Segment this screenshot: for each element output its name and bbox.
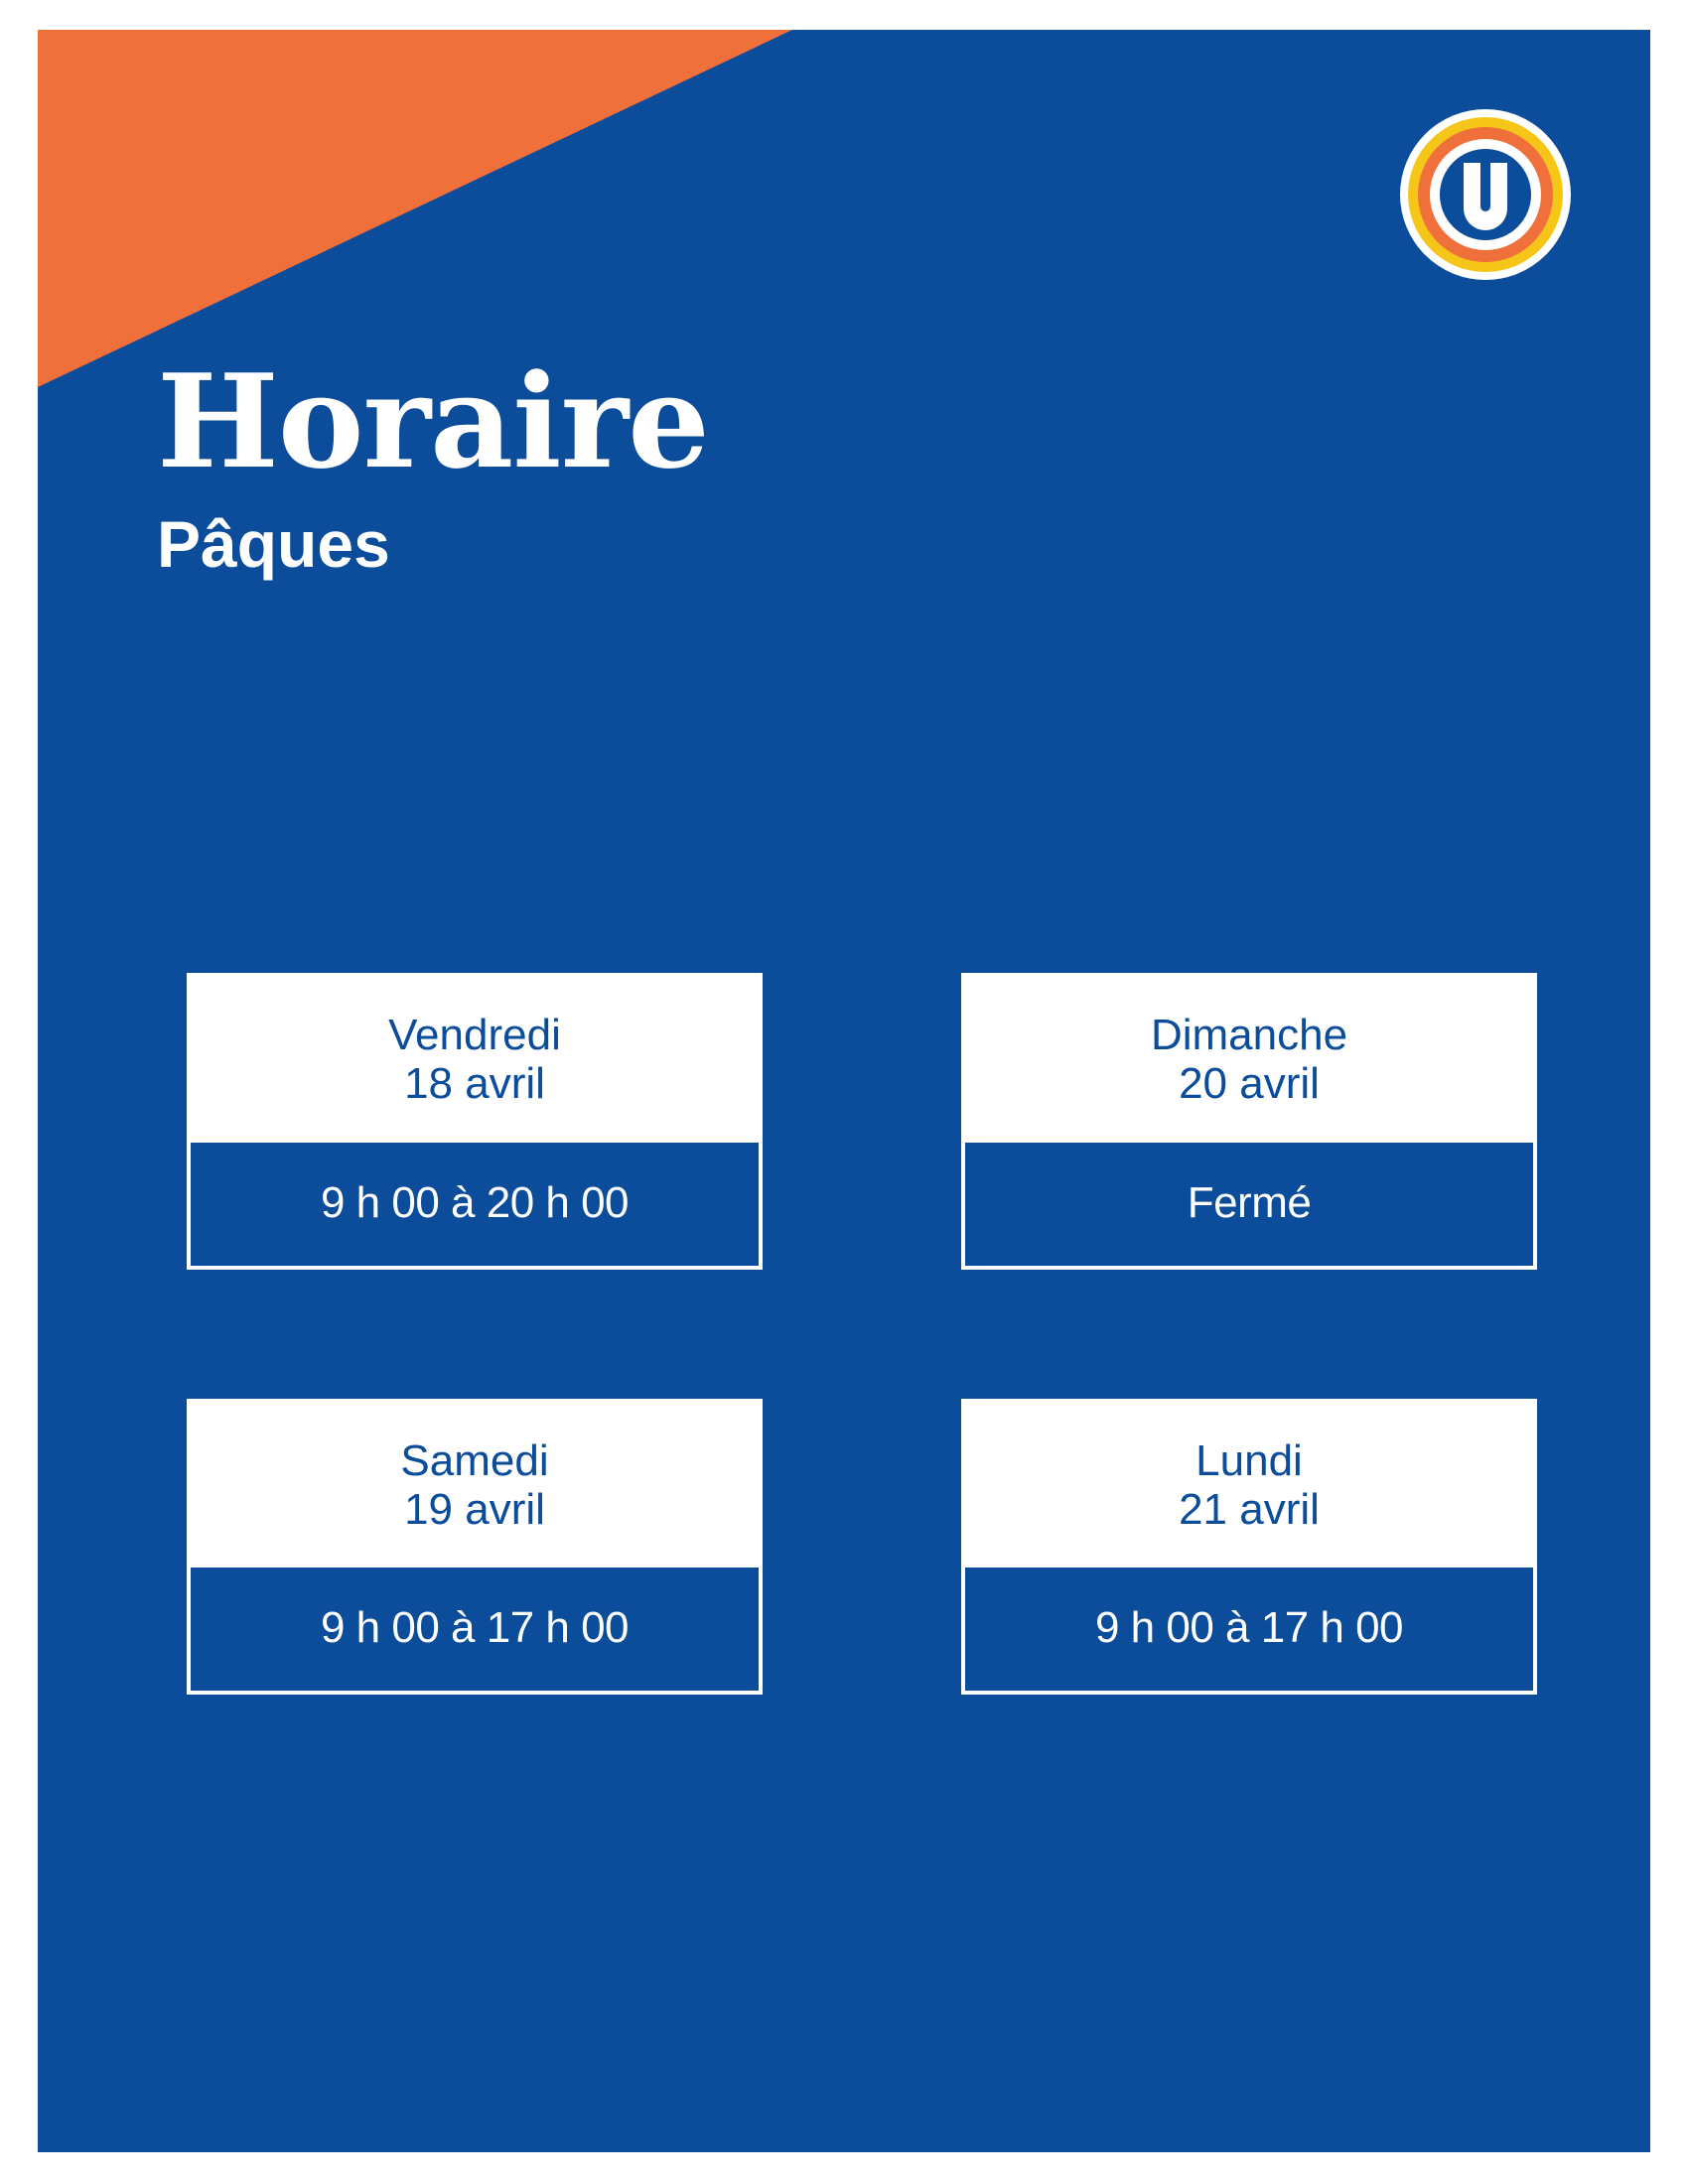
universite-u-logo (1398, 107, 1573, 282)
schedule-hours: 9 h 00 à 20 h 00 (191, 1139, 759, 1266)
schedule-card-header (965, 977, 1533, 1139)
schedule-hours: Fermé (965, 1139, 1533, 1266)
schedule-day: Lundi (1196, 1435, 1303, 1485)
schedule-day: Samedi (400, 1435, 549, 1485)
schedule-card-header (191, 1403, 759, 1565)
schedule-card-header (191, 977, 759, 1139)
schedule-hours: 9 h 00 à 17 h 00 (965, 1564, 1533, 1691)
schedule-date: 18 avril (404, 1059, 545, 1109)
page-subtitle: Pâques (157, 507, 390, 581)
schedule-date: 20 avril (1179, 1059, 1320, 1109)
schedule-date: 21 avril (1179, 1484, 1320, 1534)
schedule-hours: 9 h 00 à 17 h 00 (191, 1564, 759, 1691)
schedule-day: Vendredi (388, 1011, 561, 1059)
schedule-card (961, 1399, 1537, 1696)
schedule-card (187, 1399, 763, 1696)
schedule-card (961, 973, 1537, 1270)
title-block (157, 345, 1051, 581)
schedule-card-header (965, 1403, 1533, 1565)
schedule-date: 19 avril (404, 1484, 545, 1534)
poster-canvas (38, 30, 1650, 2152)
orange-corner-band (38, 30, 792, 387)
page-title: Horaire (157, 345, 709, 497)
schedule-grid (187, 973, 1537, 1695)
schedule-card (187, 973, 763, 1270)
schedule-day: Dimanche (1150, 1011, 1348, 1059)
